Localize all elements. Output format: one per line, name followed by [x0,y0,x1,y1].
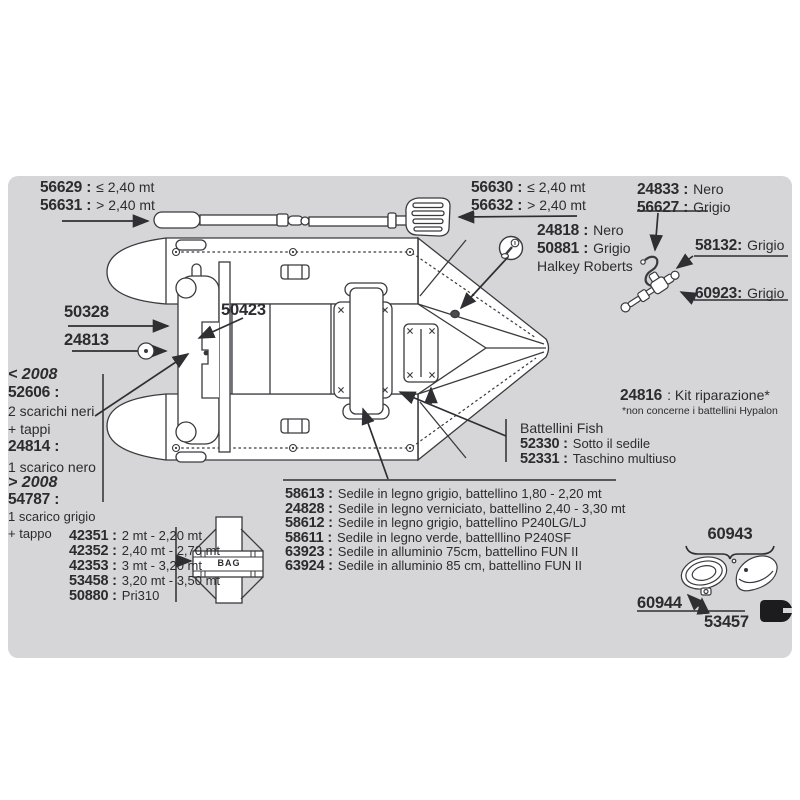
part-number: 56632 : [471,197,523,214]
part-number: 24816 [620,387,663,404]
part-number: 50881 : [537,240,589,257]
part-desc: + tappi [8,421,51,437]
callout-repair-kit [620,387,770,405]
part-desc: Sotto il sedile [572,436,651,451]
bag-size-row [69,528,202,544]
part-desc: : Kit riparazione* [667,387,770,403]
part-desc: Nero [593,222,624,238]
seat-row [285,558,582,574]
buckle-fitting-bottom [281,419,309,433]
part-number: 56627 : [637,199,689,216]
part-desc: 2,40 mt - 2,70 mt [121,543,221,558]
part-number: 63923 : [285,544,333,560]
part-desc: > 2,40 mt [96,197,155,213]
post2008-title: > 2008 [8,474,58,491]
part-number: 58611 : [285,530,332,546]
callout-60943: 60943 [707,525,753,543]
fish-title: Battellini Fish [520,420,604,436]
callout-24813: 24813 [64,331,109,349]
part-number: 42351 : [69,528,117,544]
part-number: 50880 : [69,588,117,604]
part-desc: 3 mt - 3,20 mt [121,558,202,573]
callout-58132 [695,237,784,255]
bench-seat [343,283,389,419]
part-number: 42352 : [69,543,117,559]
pre2008-title: < 2008 [8,366,58,383]
callout-53457: 53457 [704,613,749,631]
callout-valve-cap [637,181,731,217]
callout-50328: 50328 [64,303,109,321]
arrow-oars-right [459,216,577,217]
part-desc: > 2,40 mt [527,197,586,213]
washer-part-24813 [138,343,154,359]
seat-row [285,515,586,531]
side-pocket-panel [404,324,438,382]
part-number: 52331 : [520,451,568,467]
part-desc: 1 scarico grigio [8,509,96,524]
part-number: 42353 : [69,558,117,574]
callout-hr-valve [537,222,633,274]
part-desc: Sedile in legno verniciato, battellino 2,40 - 3,30 mt [337,501,626,516]
part-number-54787: 54787 : [8,491,60,508]
part-desc: Grigio [747,237,785,253]
part-number: 56630 : [471,179,523,196]
part-desc: 3,20 mt - 3,50 mt [121,573,221,588]
part-desc: Sedile in legno grigio, battellino 1,80 - 2,20 mt [337,486,602,501]
buckle-fitting-top [281,265,309,279]
bag-size-row [69,588,159,604]
part-number: 58613 : [285,486,333,502]
part-number: 56629 : [40,179,92,196]
part-desc: Nero [693,181,724,197]
repair-kit-footnote: *non concerne i battellini Hypalon [622,405,778,417]
part-number: 24828 : [285,501,333,517]
carry-handle-bottom [176,452,206,462]
oar-handle-section [154,212,303,228]
part-number-24814: 24814 : [8,438,60,455]
part-desc: ≤ 2,40 mt [527,179,586,195]
callout-60944: 60944 [637,594,682,612]
transom-board [219,262,230,452]
air-valve-dot [451,310,459,317]
drain-plug-dot [204,351,209,356]
part-number: 52330 : [520,436,568,452]
valve-brand-note: Halkey Roberts [537,258,633,274]
part-desc: Grigio [693,199,731,215]
callout-oars-right [471,179,586,215]
bag-size-row [69,573,220,589]
part-desc: Taschino multiuso [572,451,677,466]
part-desc: 1 scarico nero [8,459,96,475]
halkey-roberts-valve [500,237,523,260]
fish-row [520,436,650,452]
part-desc: Pri310 [121,588,160,603]
part-desc: Grigio [593,240,631,256]
part-desc: 2 scarichi neri [8,403,95,419]
part-desc: Sedile in alluminio 75cm, battellino FUN II [337,544,579,559]
callout-oars-left [40,179,155,215]
fish-row [520,451,676,467]
part-number: 24833 : [637,181,689,198]
part-number: 63924 : [285,558,333,574]
part-number: 58612 : [285,515,333,531]
part-number: 58132: [695,237,743,254]
part-desc: 2 mt - 2,20 mt [121,528,202,543]
carry-handle-top [176,240,206,250]
callout-50423: 50423 [221,301,266,319]
bag-size-row [69,543,220,559]
part-number: 56631 : [40,197,92,214]
bag-diagram-label: BAG [217,558,241,568]
part-desc: ≤ 2,40 mt [96,179,155,195]
part-number: 24818 : [537,222,589,239]
part-desc: Sedile in legno grigio, battellino P240LG/LJ [337,515,587,530]
part-desc: + tappo [8,526,52,541]
callout-60923 [695,285,784,303]
bag-size-row [69,558,202,574]
part-number: 60923: [695,285,743,302]
seat-row [285,486,602,502]
part-desc: Grigio [747,285,785,301]
part-number: 53458 : [69,573,117,589]
arrow-53457 [702,599,703,611]
part-desc: Sedile in alluminio 85 cm, battellino FUN II [337,558,583,573]
part-desc: Sedile in legno verde, battelllino P240SF [336,530,572,545]
part-number-52606: 52606 : [8,384,60,401]
